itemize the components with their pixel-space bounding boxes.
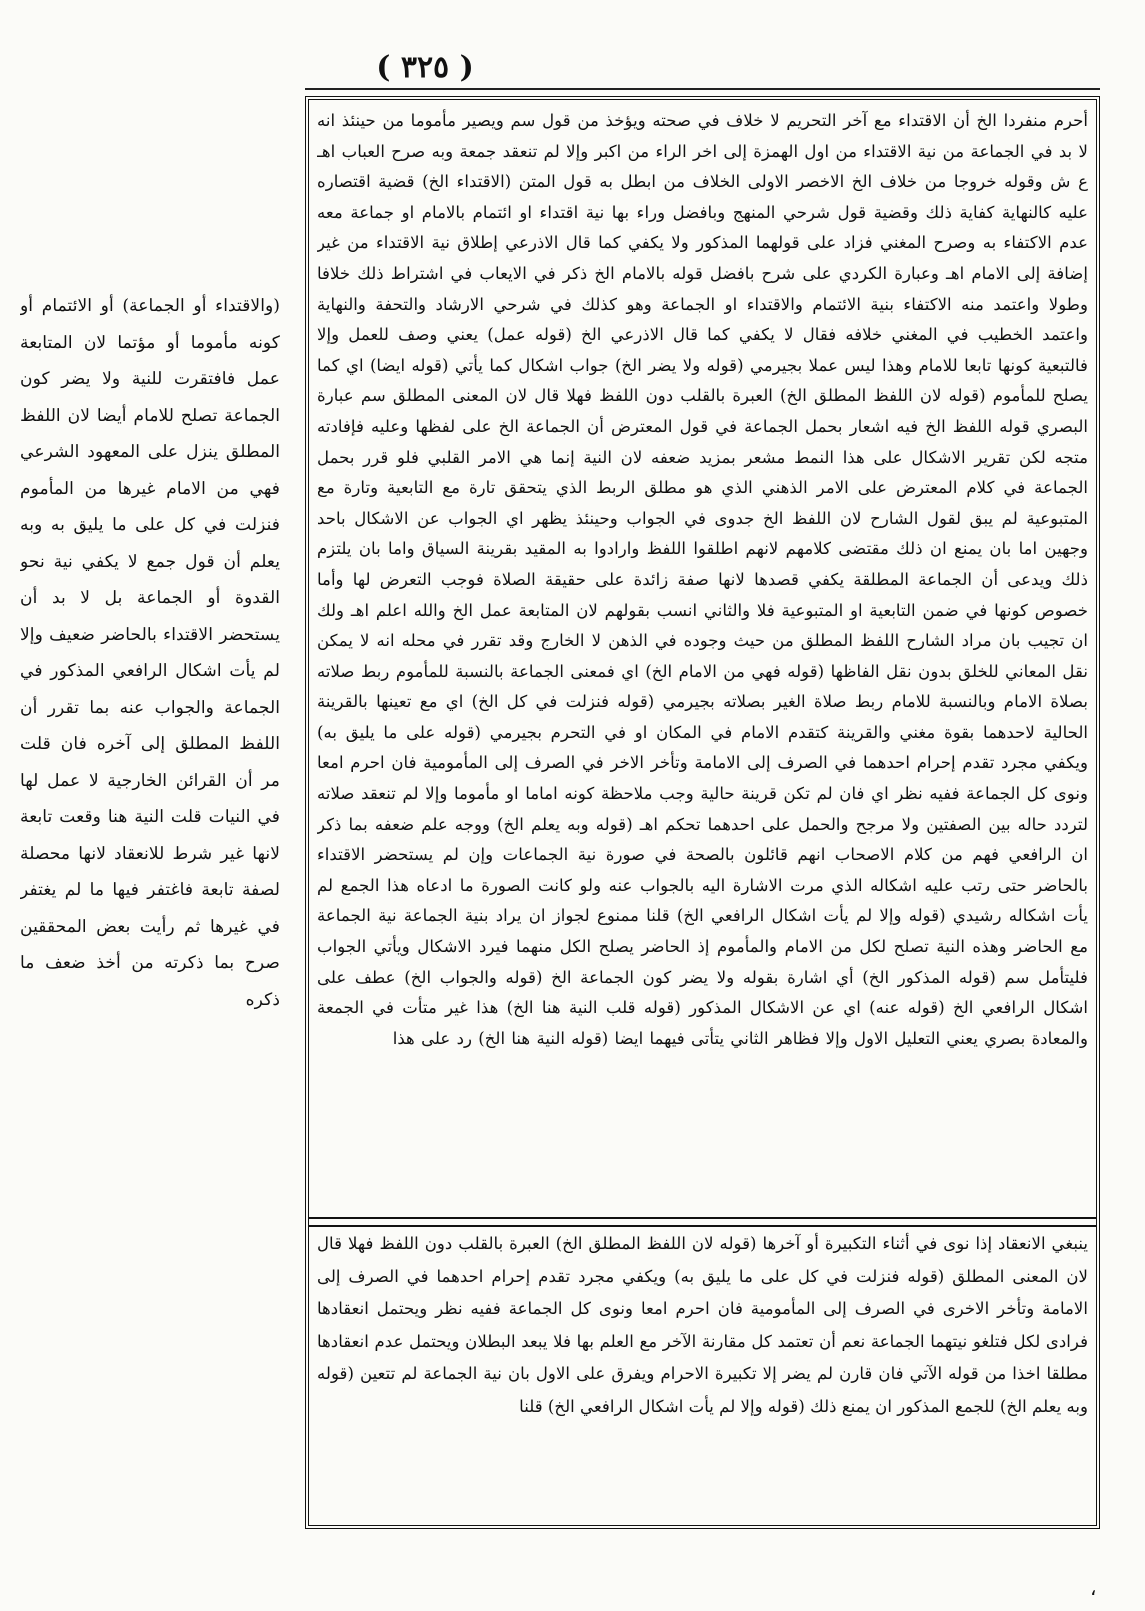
- lower-commentary: [317, 1228, 1088, 1518]
- stray-mark: ،: [1090, 1576, 1097, 1600]
- header-rule: [305, 88, 1100, 90]
- margin-text-column: [20, 288, 280, 1388]
- page-number: ( ٣٢٥ ): [376, 50, 474, 85]
- section-divider: [309, 1217, 1096, 1227]
- margin-text: (والاقتداء أو الجماعة) أو الائتمام أو كونه مأموما أو مؤتما لان المتابعة عمل فافتقرت للنية ولا يضر كون الجماعة تصلح للامام أيضا لان اللفظ المطلق ينزل على المعهود الشرعي فهي من الامام غيرها من المأموم فنزلت في كل على ما يليق به وبه يعلم أن قول جمع لا يكفي نية نحو القدوة أو الجماعة بل لا بد أن يستحضر الاقتداء بالحاضر ضعيف وإلا لم يأت اشكال الرافعي المذكور في الجماعة والجواب عنه بما تقرر أن اللفظ المطلق إلى آخره فان قلت مر أن القرائن الخارجية لا عمل لها في النيات قلت النية هنا وقعت تابعة لانها غير شرط للانعقاد لانها محصلة لصفة تابعة فاغتفر فيها ما لم يغتفر في غيرها ثم رأيت بعض المحققين صرح بما ذكرته من أخذ ضعف ما ذكره: [20, 296, 280, 1010]
- lower-commentary-text: ينبغي الانعقاد إذا نوى في أثناء التكبيرة أو آخرها (قوله لان اللفظ المطلق الخ) العبرة بالقلب دون اللفظ فهلا قال لان المعنى المطلق (قوله فنزلت في كل على ما يليق به) ويكفي مجرد تقدم إحرام احدهما في الصرف إلى الامامة وتأخر الاخرى في الصرف إلى المأمومية فان احرم امعا ونوى كل الجماعة ففيه نظر ويحتمل انعقادها فرادى لكل فتلغو نيتهما الجماعة نعم أن تعتمد كل مقارنة الآخر مع العلم بها فلا يبعد البطلان ويحتمل عدم انعقادها مطلقا اخذا من قوله الآتي فان قارن لم يضر إلا تكبيرة الاحرام ويفرق على الاول بان نية الجماعة لم تتعين (قوله وبه يعلم الخ) للجمع المذكور ان يمنع ذلك (قوله وإلا لم يأت اشكال الرافعي الخ) قلنا: [317, 1234, 1088, 1416]
- main-commentary: [317, 106, 1088, 1209]
- main-commentary-text: أحرم منفردا الخ أن الاقتداء مع آخر التحريم لا خلاف في صحته ويؤخذ من قول سم ويصير مأموما من حينئذ انه لا بد في الجماعة من نية الاقتداء من اول الهمزة إلى اخر الراء من اكبر وإلا لم تنعقد جمعة وبه صرح العباب اهـ ع ش وقوله خروجا من خلاف الخ الاخصر الاولى الخلاف من ابطل به قول المتن (الاقتداء الخ) قضية اقتصاره عليه كالنهاية كفاية ذلك وقضية قول شرحي المنهج وبافضل وراء بها نية اقتداء او ائتمام بالامام او جماعة معه عدم الاكتفاء به وصرح المغني فزاد على قولهما المذكور ولا يكفي كما قال الاذرعي إطلاق نية الاقتداء من غير إضافة إلى الامام اهـ وعبارة الكردي على شرح بافضل قوله بالامام الخ ذكر في الايعاب في اشتراط ذلك خلافا وطولا واعتمد منه الاكتفاء بنية الائتمام والاقتداء او الجماعة وهو كذلك في شرحي الارشاد والتحفة والنهاية واعتمد الخطيب في المغني خلافه فقال لا يكفي كما قال الاذرعي الخ (قوله عمل) يعني وصف للعمل وإلا فالتبعية كونها تابعا للامام وهذا ليس عملا بجيرمي (قوله ولا يضر الخ) جواب اشكال كما يأتي (قوله ايضا) اي كما يصلح للمأموم (قوله لان اللفظ المطلق الخ) العبرة بالقلب دون اللفظ فهلا قال لان المعنى المطلق سم عبارة البصري قوله اللفظ الخ فيه اشعار بحمل الجماعة في قول المعترض أن الجماعة الخ على لفظها وعليه فإفادته متجه لكن تقرير الاشكال على هذا النمط مشعر بمزيد ضعفه لان النية إنما هي الامر القلبي فلو قرر بحمل الجماعة في كلام المعترض على الامر الذهني الذي هو مطلق الربط الذي يتحقق تارة مع التابعية وتارة مع المتبوعية لم يبق لقول الشارح لان اللفظ الخ جدوى في الجواب وحينئذ يظهر اي الجواب عن الاشكال باحد وجهين اما بان يمنع ان ذلك مقتضى كلامهم لانهم اطلقوا اللفظ وارادوا به المقيد بقرينة السياق واما بان يلتزم ذلك ويدعى أن الجماعة المطلقة يكفي قصدها لانها صفة زائدة على حقيقة الصلاة فوجب التعرض لها وأما خصوص كونها في ضمن التابعية او المتبوعية فلا والثاني انسب بقولهم لان المتابعة عمل الخ والله اعلم اهـ ولك ان تجيب بان مراد الشارح اللفظ المطلق من حيث وجوده في الذهن لا الخارج وقد تقرر في محله انه لا يمكن نقل المعاني للخلق بدون نقل الفاظها (قوله فهي من الامام الخ) اي فمعنى الجماعة بالنسبة للمأموم ربط صلاته بصلاة الامام وبالنسبة للامام ربط صلاة الغير بصلاته بجيرمي (قوله فنزلت في كل الخ) اي مع تعينها بالقرينة الحالية لاحدهما بقوة مغني والقرينة كتقدم الامام في المكان او في التحرم بجيرمي (قوله على ما يليق به) ويكفي مجرد تقدم إحرام احدهما في الصرف إلى الامامة وتأخر الاخر في الصرف إلى المأمومية فان احرم امعا ونوى كل الجماعة ففيه نظر اي فان لم تكن قرينة حالية وجب ملاحظة كونه اماما او مأموما وإلا لم تنعقد صلاته لتردد حاله بين الصفتين ولا مرجح والحمل على احدهما تحكم اهـ (قوله وبه يعلم الخ) ووجه علم ضعفه بما ذكر ان الرافعي فهم من كلام الاصحاب انهم قائلون بالصحة في صورة نية الجماعات وإن لم يستحضر الاقتداء بالحاضر حتى رتب عليه اشكاله الذي مرت الاشارة اليه بالجواب عنه ولو كانت الصورة ما ادعاه هذا الجمع لم يأت اشكاله رشيدي (قوله وإلا لم يأت اشكال الرافعي الخ) قلنا ممنوع لجواز ان يراد بنية الجماعة نية الجماعة مع الحاضر وهذه النية تصلح لكل من الامام والمأموم إذ الحاضر يصلح الكل منهما فيرد الاشكال ويأتي الجواب فليتأمل سم (قوله المذكور الخ) أي اشارة بقوله ولا يضر كون الجماعة الخ (قوله والجواب الخ) عطف على اشكال الرافعي الخ (قوله عنه) اي عن الاشكال المذكور (قوله قلب النية هنا الخ) هذا غير متأت في الجمعة والمعادة بصري يعني التعليل الاول وإلا فظاهر الثاني يتأتى فيهما ايضا (قوله النية هنا الخ) رد على هذا: [317, 111, 1088, 1048]
- commentary-frame: [305, 96, 1100, 1529]
